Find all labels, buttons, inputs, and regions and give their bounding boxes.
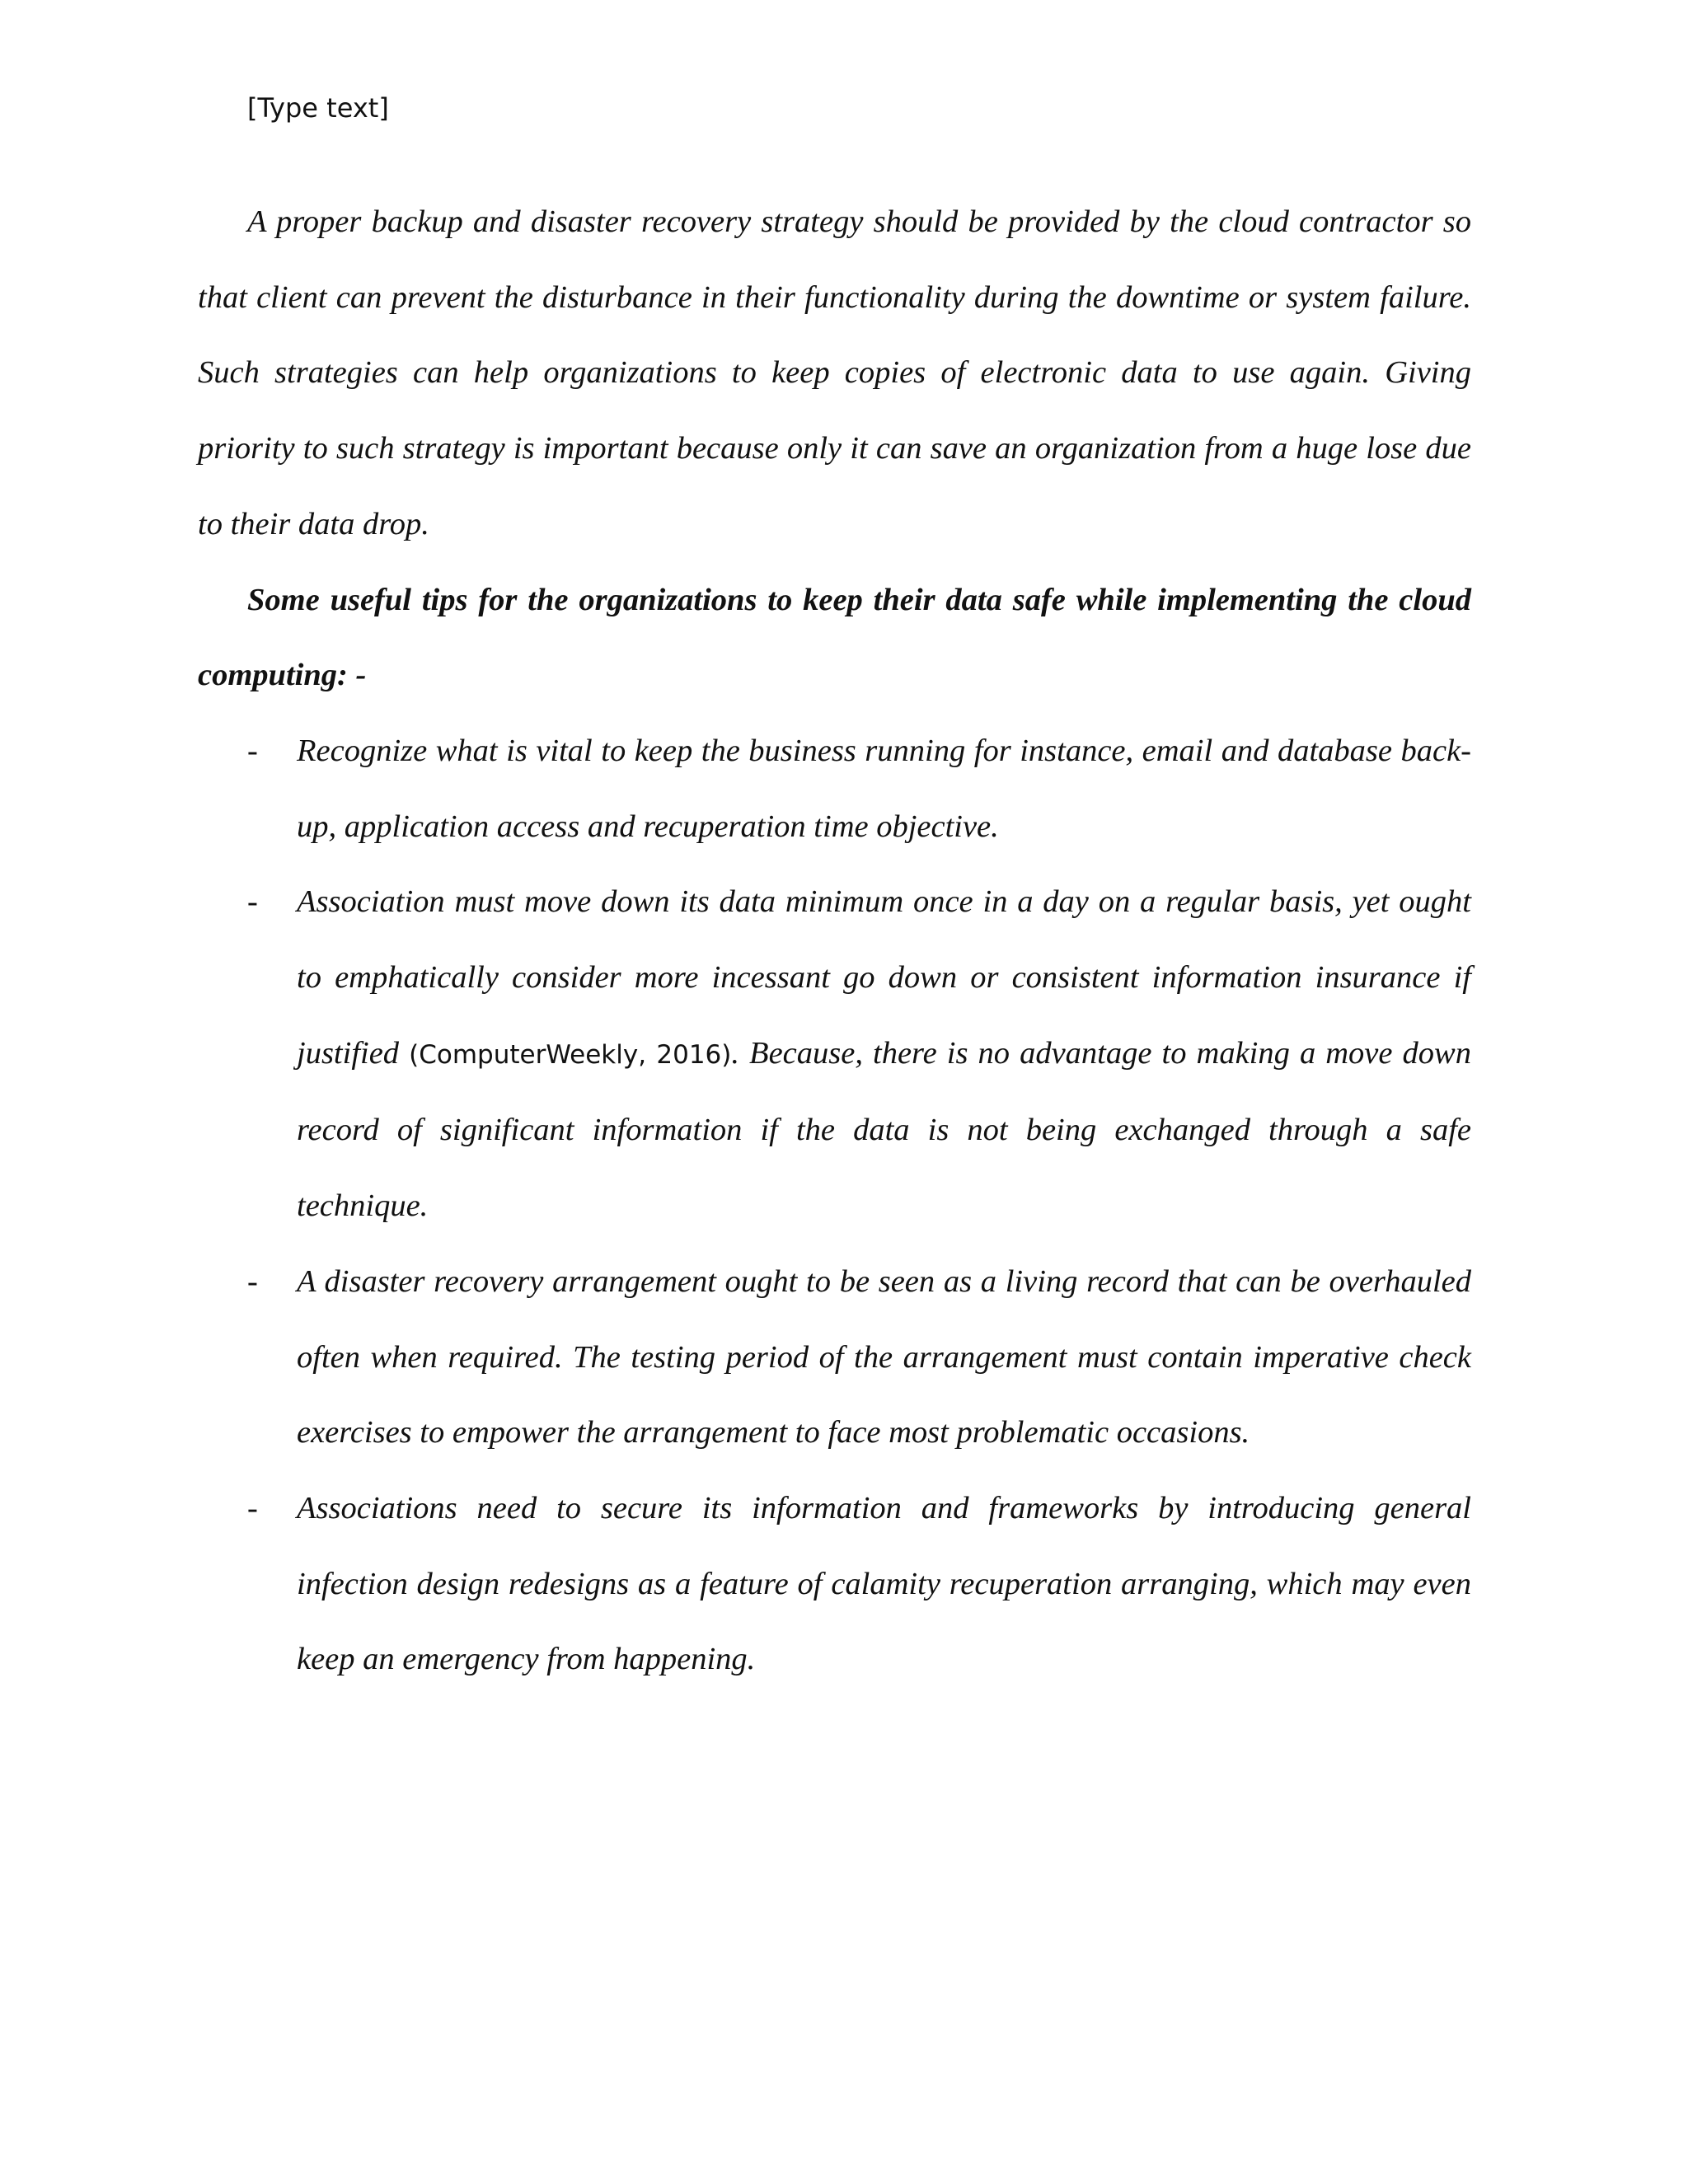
list-item [198,865,1471,1244]
list-item [198,1244,1471,1471]
bullet-dash: - [247,1263,258,1299]
tip-text: Associations need to secure its information and frameworks by introducing general infection design redesigns as a feature of calamity recuperation arranging, which may even keep an emergency from happening. [297,1490,1471,1677]
bullet-dash: - [247,884,258,920]
tip-text: A disaster recovery arrangement ought to be seen as a living record that can be overhauled often when required. The testing period of the arrangement must contain imperative check exercises to empower the arrangement to face most problematic occasions. [297,1263,1471,1451]
citation: (ComputerWeekly, 2016) [409,1039,732,1070]
tips-list [198,714,1471,1698]
tip-text: Association must move down its data minimum once in a day on a regular basis, yet ought to emphatically consider more incessant go down or consistent information insurance if justified [297,884,1471,1071]
bullet-dash: - [247,1490,258,1526]
document-body [198,185,1471,1698]
tip-text-continued: . Because, there is no advantage to making a move down record of significant information if the data is not being exchanged through a safe technique. [297,1035,1471,1224]
tip-text: Recognize what is vital to keep the business running for instance, email and database back-up, application access and recuperation time objective. [297,733,1471,844]
tips-heading: Some useful tips for the organizations to keep their data safe while implementing the cloud computing: - [198,582,1471,693]
page-header: [Type text] [247,92,389,124]
intro-paragraph: A proper backup and disaster recovery strategy should be provided by the cloud contractor so that client can prevent the disturbance in their functionality during the downtime or system failure. Such strategies can help organizations to keep copies of electronic data to use again. Giving priority to such strategy is important because only it can save an organization from a huge lose due to their data drop. [198,204,1471,541]
bullet-dash: - [247,733,258,768]
list-item [198,714,1471,865]
list-item [198,1471,1471,1698]
